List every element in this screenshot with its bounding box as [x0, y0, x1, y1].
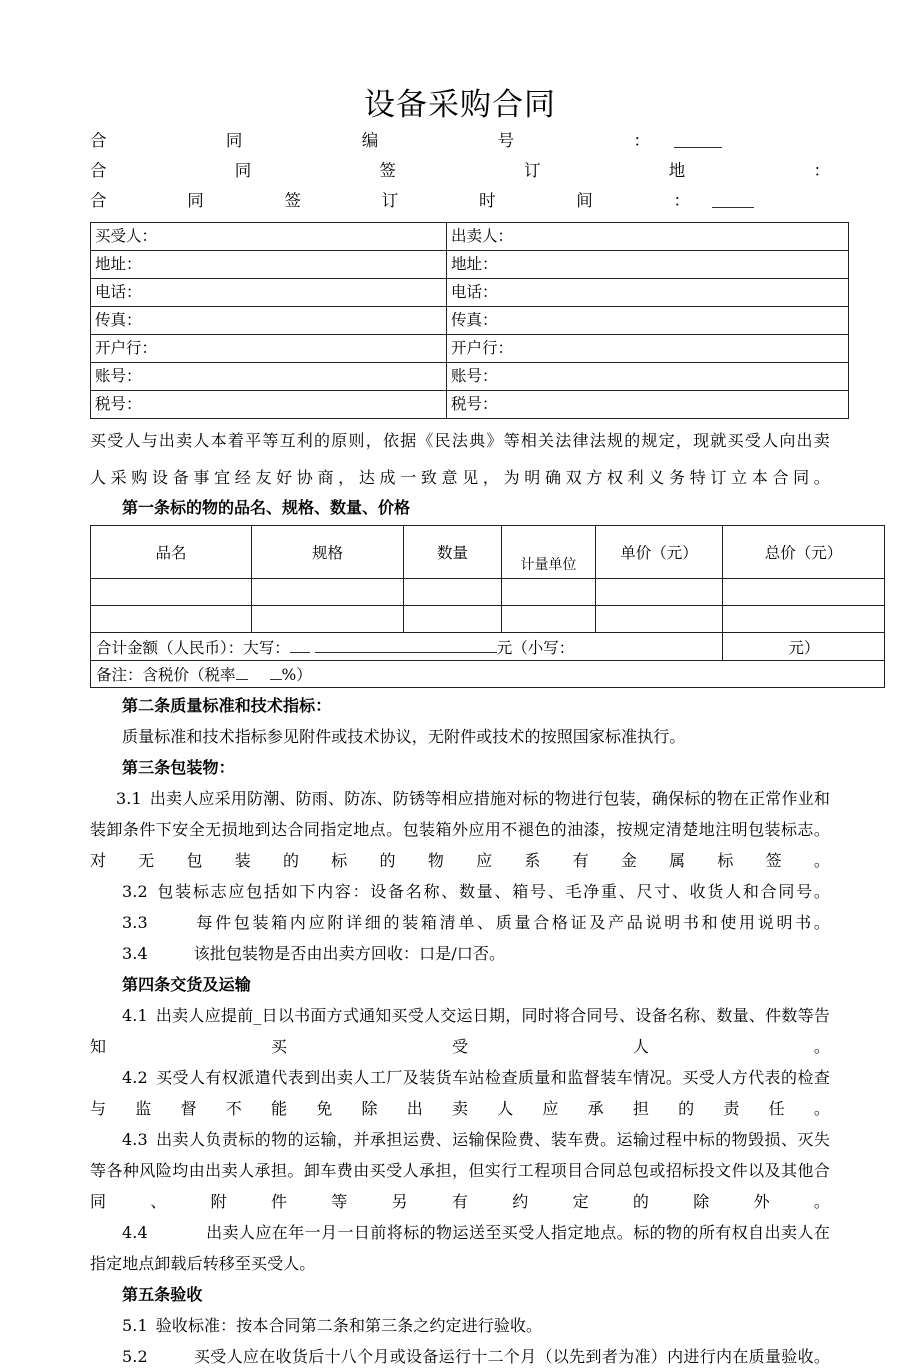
signing-time-line — [90, 186, 830, 216]
seller-taxid-cell[interactable]: 税号： — [447, 391, 849, 419]
cell-unit[interactable] — [502, 579, 596, 606]
buyer-address-cell[interactable]: 地址： — [91, 251, 447, 279]
clause-text: 出卖人应在年一月一日前将标的物运送至买受人指定地点。标的物的所有权自出卖人在指定地点卸载后转移至买受人。 — [90, 1223, 830, 1273]
cell-total[interactable] — [723, 606, 885, 633]
table-row — [91, 391, 849, 419]
clause-4-1 — [90, 1000, 830, 1062]
table-row — [91, 579, 885, 606]
char: 合 — [90, 191, 107, 210]
seller-name-cell[interactable]: 出卖人： — [447, 223, 849, 251]
char: 同 — [234, 161, 252, 180]
clause-number: 4.3 — [122, 1130, 148, 1149]
table-row — [91, 606, 885, 633]
col-header-total: 总价（元） — [723, 526, 885, 579]
note-prefix: 备注：含税价（税率 — [96, 666, 236, 684]
clause-text: 出卖人应采用防潮、防雨、防冻、防锈等相应措施对标的物进行包装，确保标的物在正常作业和装卸条件下安全无损地到达合同指定地点。包装箱外应用不褪色的油漆，按规定清楚地注明包装标志。对无包装的标的物应系有金属标签。 — [90, 789, 830, 870]
note-cell[interactable] — [91, 661, 885, 688]
clause-2-heading: 第二条质量标准和技术指标： — [122, 696, 332, 715]
signing-place-line — [90, 156, 830, 186]
char: 号 — [497, 131, 515, 150]
contract-number-line — [90, 126, 830, 156]
clause-number: 4.1 — [122, 1006, 148, 1025]
clause-1-heading: 第一条标的物的品名、规格、数量、价格 — [122, 498, 411, 517]
clause-4-heading: 第四条交货及运输 — [122, 975, 251, 994]
table-header-row — [91, 526, 885, 579]
char: 订 — [381, 191, 399, 210]
clause-text: 买受人应在收货后十八个月或设备运行十二个月（以先到者为准）内进行内在质量验收。 — [193, 1347, 830, 1366]
intro-paragraph-line2: 人采购设备事宜经友好协商，达成一致意见，为明确双方权利义务特订立本合同。 — [90, 468, 830, 487]
seller-address-cell[interactable]: 地址： — [447, 251, 849, 279]
clause-text: 包装标志应包括如下内容：设备名称、数量、箱号、毛净重、尺寸、收货人和合同号。 — [155, 882, 830, 901]
total-amount-cell[interactable] — [91, 633, 723, 661]
clauses-body — [90, 690, 830, 1372]
cell-name[interactable] — [91, 579, 252, 606]
clause-text[interactable]: 该批包装物是否由出卖方回收：口是/口否。 — [193, 944, 506, 963]
cell-spec[interactable] — [252, 579, 404, 606]
colon: ： — [633, 131, 650, 150]
table-row — [91, 223, 849, 251]
col-header-spec: 规格 — [252, 526, 404, 579]
total-amount-suffix-cell[interactable] — [723, 633, 885, 661]
table-row — [91, 251, 849, 279]
char: 签 — [379, 161, 396, 180]
clause-number: 4.2 — [122, 1068, 148, 1087]
clause-text: 出卖人负责标的物的运输，并承担运费、运输保险费、装车费。运输过程中标的物毁损、灭失等各种风险均由出卖人承担。卸车费由买受人承担，但实行工程项目合同总包或招标投文件以及其他合同、附件等另有约定的除外。 — [90, 1130, 830, 1211]
char: 合 — [90, 131, 107, 150]
seller-bank-cell[interactable]: 开户行： — [447, 335, 849, 363]
char: 时 — [479, 191, 496, 210]
cell-unitprice[interactable] — [596, 579, 723, 606]
char: 同 — [225, 131, 243, 150]
col-header-unitprice: 单价（元） — [596, 526, 723, 579]
clause-number: 5.2 — [122, 1347, 148, 1366]
buyer-taxid-cell[interactable]: 税号： — [91, 391, 447, 419]
clause-number: 3.4 — [122, 944, 148, 963]
clause-number: 5.1 — [122, 1316, 148, 1335]
total-amount-row — [91, 633, 885, 661]
clause-3-heading: 第三条包装物： — [122, 758, 235, 777]
char: 编 — [361, 131, 379, 150]
clause-5-2 — [90, 1341, 830, 1372]
clause-number: 3.2 — [122, 882, 148, 901]
char: 合 — [90, 161, 107, 180]
clause-3-4 — [90, 938, 830, 969]
cell-name[interactable] — [91, 606, 252, 633]
page-title: 设备采购合同 — [364, 87, 556, 123]
cell-quantity[interactable] — [404, 606, 502, 633]
buyer-fax-cell[interactable]: 传真： — [91, 307, 447, 335]
clause-number: 3.1 — [116, 789, 142, 808]
clause-2-text: 质量标准和技术指标参见附件或技术协议，无附件或技术的按照国家标准执行。 — [122, 727, 686, 746]
party-info-table — [90, 222, 849, 419]
cell-unitprice[interactable] — [596, 606, 723, 633]
clause-text: 出卖人应提前_日以书面方式通知买受人交运日期，同时将合同号、设备名称、数量、件数等告知买受人。 — [90, 1006, 830, 1056]
clause-3-1 — [90, 783, 830, 876]
char: 间 — [576, 191, 593, 210]
clause-3-3 — [90, 907, 830, 938]
total-amount-blank-2[interactable] — [315, 639, 497, 653]
total-amount-prefix: 合计金额（人民币）：大写： — [96, 638, 290, 657]
clause-number: 4.4 — [122, 1223, 148, 1242]
buyer-name-cell[interactable]: 买受人： — [91, 223, 447, 251]
tax-rate-blank-1[interactable] — [236, 666, 248, 680]
contract-number-blank[interactable] — [674, 135, 722, 148]
signing-time-label — [90, 186, 690, 216]
note-suffix: %） — [281, 666, 312, 684]
char: 地 — [668, 161, 686, 180]
signing-time-blank[interactable] — [712, 195, 754, 208]
clause-text: 验收标准：按本合同第二条和第三条之约定进行验收。 — [155, 1316, 543, 1335]
document-content — [90, 0, 843, 1372]
table-row — [91, 335, 849, 363]
col-header-name: 品名 — [91, 526, 252, 579]
seller-fax-cell[interactable]: 传真： — [447, 307, 849, 335]
cell-total[interactable] — [723, 579, 885, 606]
clause-4-3 — [90, 1124, 830, 1217]
seller-phone-cell[interactable]: 电话： — [447, 279, 849, 307]
note-row — [91, 661, 885, 688]
signing-place-label — [90, 156, 830, 186]
buyer-phone-cell[interactable]: 电话： — [91, 279, 447, 307]
clause-text: 每件包装箱内应附详细的装箱清单、质量合格证及产品说明书和使用说明书。 — [193, 913, 830, 932]
char: 签 — [284, 191, 301, 210]
col-header-unit: 计量单位 — [502, 526, 596, 579]
contract-number-label — [90, 126, 650, 156]
cell-quantity[interactable] — [404, 579, 502, 606]
total-amount-suffix: 元） — [788, 638, 820, 657]
clause-4-2 — [90, 1062, 830, 1124]
colon: ： — [813, 161, 830, 180]
table-row — [91, 279, 849, 307]
table-row — [91, 363, 849, 391]
col-header-quantity: 数量 — [404, 526, 502, 579]
clause-3-2 — [90, 876, 830, 907]
char: 订 — [524, 161, 541, 180]
clause-5-1 — [90, 1310, 830, 1341]
total-amount-middle: 元（小写： — [496, 638, 575, 657]
clause-number: 3.3 — [122, 913, 148, 932]
clause-4-4 — [90, 1217, 830, 1279]
cell-unit[interactable] — [502, 606, 596, 633]
buyer-bank-cell[interactable]: 开户行： — [91, 335, 447, 363]
clause-5-heading: 第五条验收 — [122, 1285, 203, 1304]
buyer-account-cell[interactable]: 账号： — [91, 363, 447, 391]
intro-paragraph-line1: 买受人与出卖人本着平等互利的原则，依据《民法典》等相关法律法规的规定，现就买受人向出卖 — [90, 431, 830, 450]
goods-price-table — [90, 525, 885, 688]
clause-text: 买受人有权派遣代表到出卖人工厂及装货车站检查质量和监督装车情况。买受人方代表的检查与监督不能免除出卖人应承担的责任。 — [90, 1068, 830, 1118]
table-row — [91, 307, 849, 335]
char: 同 — [187, 191, 204, 210]
colon: ： — [673, 191, 690, 210]
seller-account-cell[interactable]: 账号： — [447, 363, 849, 391]
tax-rate-blank-2[interactable] — [270, 666, 282, 680]
total-amount-blank-1[interactable] — [290, 639, 310, 653]
cell-spec[interactable] — [252, 606, 404, 633]
